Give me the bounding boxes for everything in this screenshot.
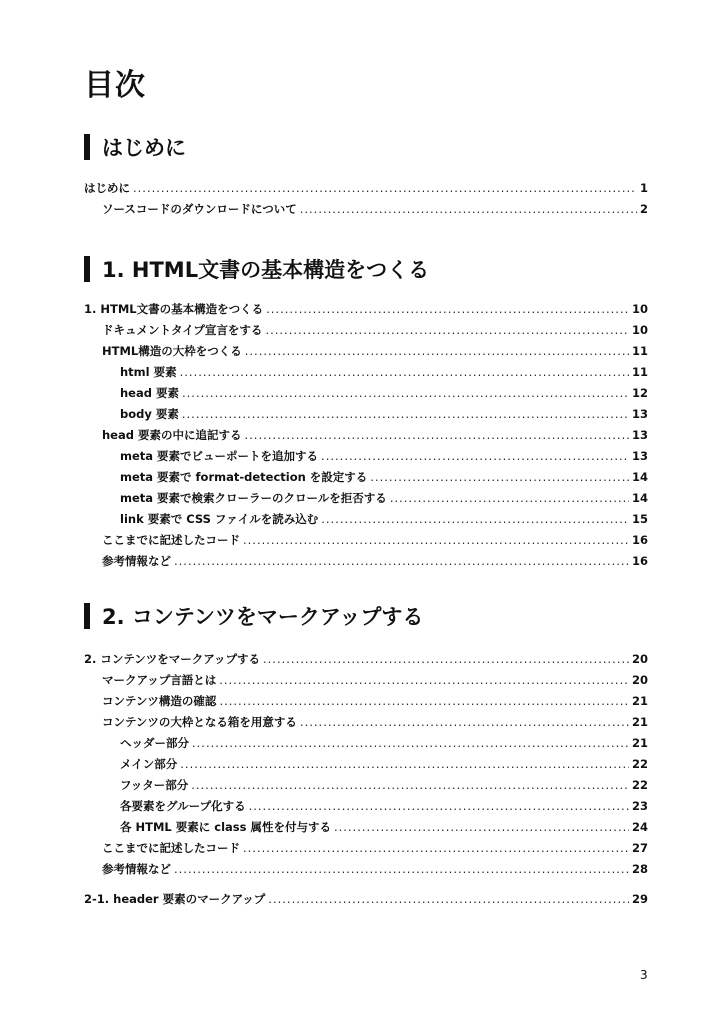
toc-entry-page: 21 (631, 736, 648, 750)
toc-entry[interactable] (84, 859, 648, 880)
toc-entry-label: meta 要素で検索クローラーのクロールを拒否する (120, 491, 387, 505)
page-title: 目次 (84, 68, 146, 103)
toc-entry-label: ドキュメントタイプ宣言をする (102, 323, 263, 337)
heading-bar-icon (84, 603, 90, 629)
toc-entry-page: 15 (631, 512, 648, 526)
dot-leader (243, 530, 629, 551)
dot-leader (268, 889, 629, 910)
toc-entry-page: 10 (631, 302, 648, 316)
section-heading-1 (84, 254, 429, 284)
dot-leader (249, 796, 629, 817)
toc-entry-page: 13 (631, 407, 648, 421)
toc-entry-page: 20 (631, 652, 648, 666)
toc-entry-label: ソースコードのダウンロードについて (102, 202, 297, 216)
toc-entry-label: head 要素 (120, 386, 179, 400)
toc-entry-page: 21 (631, 715, 648, 729)
toc-entry-page: 23 (631, 799, 648, 813)
toc-group-2-extra (84, 889, 648, 910)
toc-entry[interactable] (84, 530, 648, 551)
toc-entry-label: 各 HTML 要素に class 属性を付与する (120, 820, 331, 834)
toc-entry[interactable] (84, 796, 648, 817)
toc-entry-label: html 要素 (120, 365, 177, 379)
toc-entry-page: 1 (639, 181, 648, 195)
toc-entry-page: 16 (631, 554, 648, 568)
dot-leader (334, 817, 629, 838)
toc-entry-label: meta 要素でビューポートを追加する (120, 449, 319, 463)
toc-entry-label: メイン部分 (120, 757, 178, 771)
dot-leader (180, 754, 629, 775)
toc-entry[interactable] (84, 341, 648, 362)
toc-entry-label: link 要素で CSS ファイルを読み込む (120, 512, 319, 526)
toc-entry-label: マークアップ言語とは (102, 673, 217, 687)
dot-leader (219, 670, 629, 691)
toc-entry[interactable] (84, 362, 648, 383)
dot-leader (133, 178, 637, 199)
toc-entry-page: 2 (639, 202, 648, 216)
toc-entry-page: 14 (631, 491, 648, 505)
toc-entry[interactable] (84, 467, 648, 488)
dot-leader (244, 425, 629, 446)
heading-bar-icon (84, 256, 90, 282)
dot-leader (245, 341, 629, 362)
toc-entry-label: ヘッダー部分 (120, 736, 189, 750)
toc-entry[interactable] (84, 383, 648, 404)
toc-entry[interactable] (84, 817, 648, 838)
dot-leader (263, 649, 629, 670)
toc-entry-page: 14 (631, 470, 648, 484)
toc-entry-label: フッター部分 (120, 778, 189, 792)
toc-entry-page: 13 (631, 449, 648, 463)
toc-entry-label: 参考情報など (102, 862, 171, 876)
dot-leader (321, 509, 629, 530)
toc-entry-page: 22 (631, 757, 648, 771)
dot-leader (321, 446, 629, 467)
toc-entry[interactable] (84, 199, 648, 220)
dot-leader (192, 733, 629, 754)
toc-entry-page: 28 (631, 862, 648, 876)
toc-entry-page: 22 (631, 778, 648, 792)
toc-entry[interactable] (84, 889, 648, 910)
toc-entry-page: 27 (631, 841, 648, 855)
toc-entry-page: 13 (631, 428, 648, 442)
dot-leader (370, 467, 629, 488)
toc-entry[interactable] (84, 775, 648, 796)
dot-leader (180, 362, 629, 383)
dot-leader (219, 691, 629, 712)
toc-entry-label: コンテンツの大枠となる箱を用意する (102, 715, 297, 729)
toc-group-intro (84, 178, 648, 220)
toc-entry[interactable] (84, 446, 648, 467)
page-number: 3 (640, 968, 648, 982)
toc-entry[interactable] (84, 733, 648, 754)
toc-entry-label: ここまでに記述したコード (102, 533, 240, 547)
dot-leader (300, 712, 629, 733)
toc-entry-label: HTML構造の大枠をつくる (102, 344, 242, 358)
toc-entry-page: 11 (631, 365, 648, 379)
dot-leader (300, 199, 637, 220)
toc-entry[interactable] (84, 488, 648, 509)
toc-entry[interactable] (84, 838, 648, 859)
dot-leader (182, 404, 629, 425)
toc-entry[interactable] (84, 691, 648, 712)
toc-entry[interactable] (84, 670, 648, 691)
toc-entry[interactable] (84, 551, 648, 572)
toc-group-2 (84, 649, 648, 880)
section-heading-intro (84, 132, 186, 162)
toc-entry-page: 21 (631, 694, 648, 708)
toc-group-1 (84, 299, 648, 572)
dot-leader (182, 383, 629, 404)
toc-entry-page: 29 (631, 892, 648, 906)
toc-entry-label: 1. HTML文書の基本構造をつくる (84, 302, 264, 316)
toc-entry-page: 12 (631, 386, 648, 400)
section-heading-2 (84, 601, 423, 631)
toc-entry[interactable] (84, 320, 648, 341)
toc-entry[interactable] (84, 754, 648, 775)
toc-entry-page: 11 (631, 344, 648, 358)
toc-entry-label: 2. コンテンツをマークアップする (84, 652, 260, 666)
toc-entry[interactable] (84, 649, 648, 670)
toc-entry[interactable] (84, 404, 648, 425)
toc-entry[interactable] (84, 178, 648, 199)
section-heading-text: 2. コンテンツをマークアップする (102, 605, 424, 629)
toc-entry[interactable] (84, 712, 648, 733)
toc-entry[interactable] (84, 299, 648, 320)
dot-leader (265, 320, 629, 341)
toc-entry-label: meta 要素で format-detection を設定する (120, 470, 368, 484)
toc-entry-label: head 要素の中に追記する (102, 428, 242, 442)
toc-entry-label: 2-1. header 要素のマークアップ (84, 892, 266, 906)
toc-entry-page: 16 (631, 533, 648, 547)
toc-entry-label: 各要素をグループ化する (120, 799, 246, 813)
section-heading-text: 1. HTML文書の基本構造をつくる (102, 258, 430, 282)
toc-entry-page: 20 (631, 673, 648, 687)
dot-leader (390, 488, 629, 509)
toc-entry[interactable] (84, 509, 648, 530)
toc-entry[interactable] (84, 425, 648, 446)
toc-entry-label: body 要素 (120, 407, 179, 421)
dot-leader (266, 299, 629, 320)
toc-entry-page: 24 (631, 820, 648, 834)
toc-entry-page: 10 (631, 323, 648, 337)
toc-entry-label: コンテンツ構造の確認 (102, 694, 217, 708)
dot-leader (174, 859, 629, 880)
toc-entry-label: ここまでに記述したコード (102, 841, 240, 855)
dot-leader (174, 551, 629, 572)
heading-bar-icon (84, 134, 90, 160)
dot-leader (243, 838, 629, 859)
section-heading-text: はじめに (102, 136, 186, 160)
toc-entry-label: 参考情報など (102, 554, 171, 568)
toc-entry-label: はじめに (84, 181, 130, 195)
dot-leader (191, 775, 629, 796)
